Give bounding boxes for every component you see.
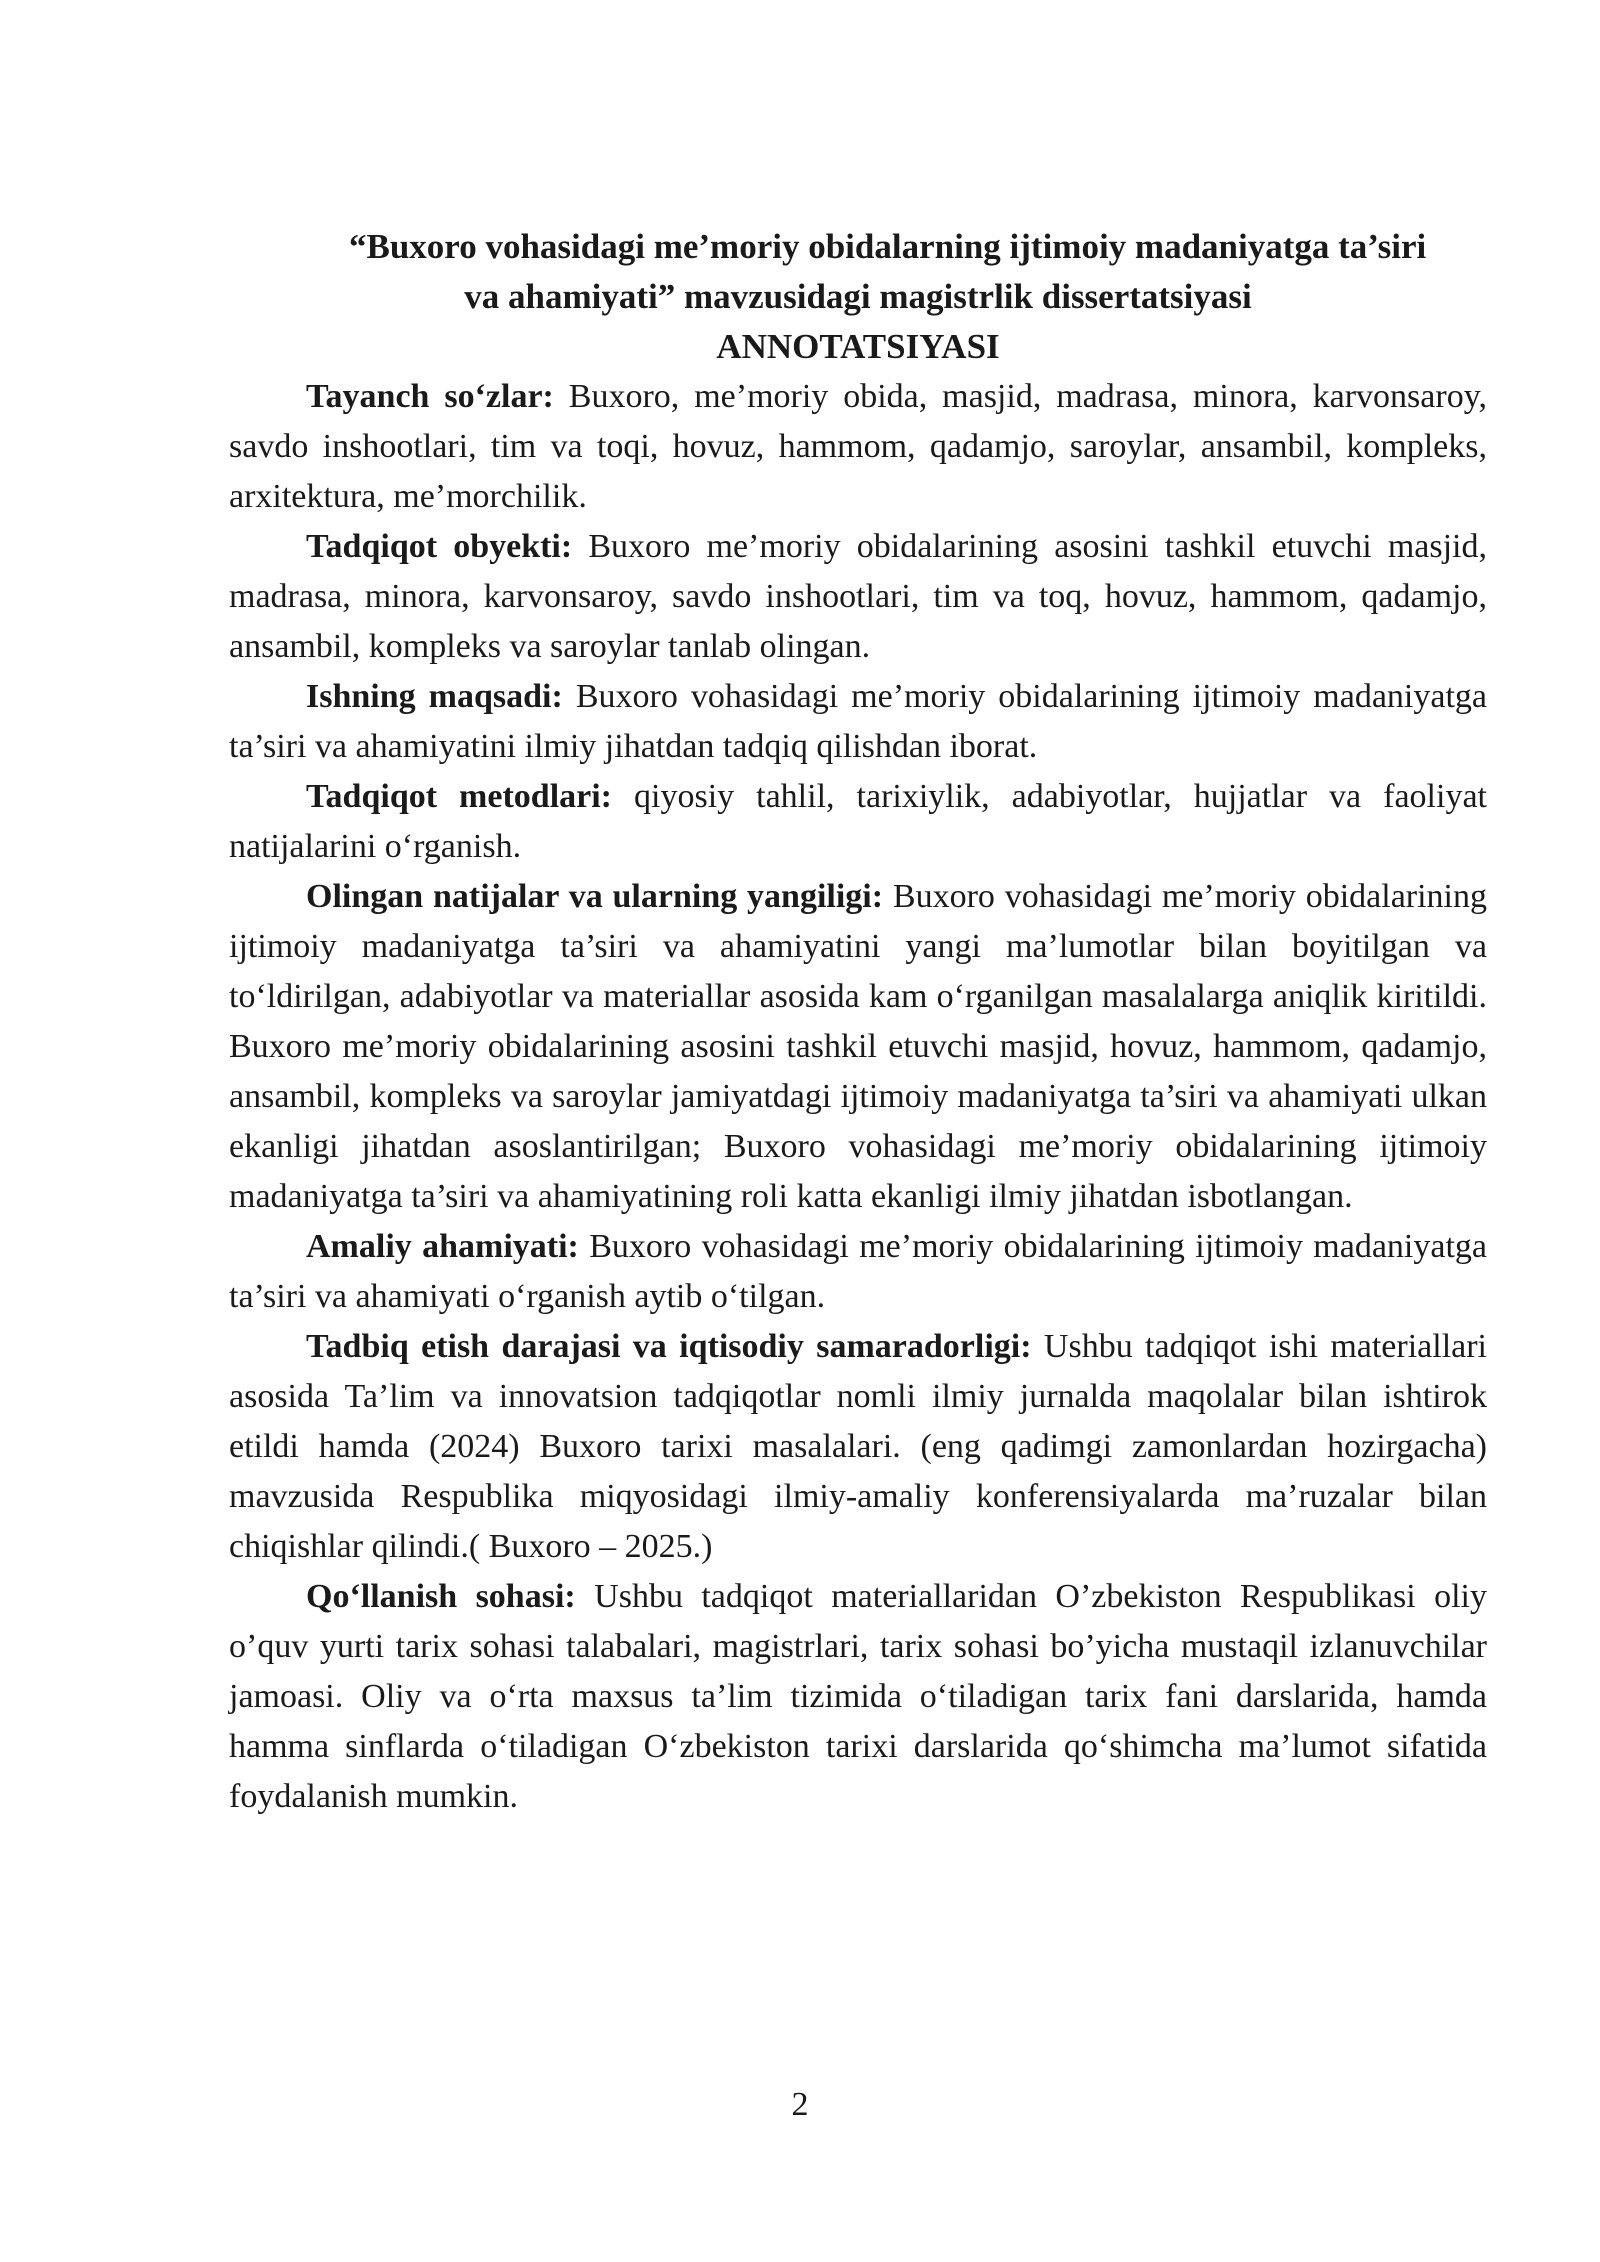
section-text: Buxoro vohasidagi me’moriy obidalarining ijtimoiy madaniyatga ta’siri va ahamiyatini ilmiy jihatdan tadqiq qilishdan iborat. <box>229 678 1487 765</box>
title-line-2: va ahamiyati” mavzusidagi magistrlik dissertatsiyasi <box>464 277 1252 316</box>
section-text: Buxoro me’moriy obidalarining asosini tashkil etuvchi masjid, madrasa, minora, karvonsaroy, savdo inshootlari, tim va toq, hovuz, hammom, qadamjo, ansambil, kompleks va saroylar tanlab olingan. <box>229 528 1487 665</box>
title-line-3: ANNOTATSIYASI <box>716 327 1000 366</box>
section-purpose <box>229 672 1487 772</box>
section-label: Amaliy ahamiyati: <box>306 1228 579 1265</box>
section-label: Tayanch so‘zlar: <box>306 378 554 415</box>
section-implementation <box>229 1322 1487 1572</box>
title-line-1: “Buxoro vohasidagi me’moriy obidalarning ijtimoiy madaniyatga ta’siri <box>349 227 1427 266</box>
section-text: Buxoro vohasidagi me’moriy obidalarining ijtimoiy madaniyatga ta’siri va ahamiyatini yangi ma’lumotlar bilan boyitilgan va to‘ldirilgan, adabiyotlar va materiallar asosida kam o‘rganilgan masalalarga aniqlik kiritildi. Buxoro me’moriy obidalarining asosini tashkil etuvchi masjid, hovuz, hammom, qadamjo, ansambil, kompleks va saroylar jamiyatdagi ijtimoiy madaniyatga ta’siri va ahamiyati ulkan ekanligi jihatdan asoslantirilgan; Buxoro vohasidagi me’moriy obidalarining ijtimoiy madaniyatga ta’siri va ahamiyatining roli katta ekanligi ilmiy jihatdan isbotlangan. <box>229 878 1488 1215</box>
section-application-area <box>229 1572 1487 1822</box>
page-number: 2 <box>791 2086 809 2123</box>
section-label: Qo‘llanish sohasi: <box>306 1578 576 1615</box>
section-text: Ushbu tadqiqot ishi materiallari asosida Ta’lim va innovatsion tadqiqotlar nomli ilmiy jurnalda maqolalar bilan ishtirok etildi hamda (2024) Buxoro tarixi masalalari. (eng qadimgi zamonlardan hozirgacha) mavzusida Respublika miqyosidagi ilmiy-amaliy konferensiyalarda ma’ruzalar bilan chiqishlar qilindi.( Buxoro – 2025.) <box>229 1328 1488 1565</box>
section-keywords <box>229 372 1487 522</box>
section-label: Tadbiq etish darajasi va iqtisodiy samaradorligi: <box>306 1328 1032 1365</box>
section-text: Buxoro vohasidagi me’moriy obidalarining ijtimoiy madaniyatga ta’siri va ahamiyati o‘rganish aytib o‘tilgan. <box>229 1228 1487 1315</box>
document-page <box>229 222 1487 1822</box>
section-research-object <box>229 522 1487 672</box>
section-label: Tadqiqot metodlari: <box>306 778 613 815</box>
section-text: Buxoro, me’moriy obida, masjid, madrasa, minora, karvonsaroy, savdo inshootlari, tim va toqi, hovuz, hammom, qadamjo, saroylar, ansambil, kompleks, arxitektura, me’morchilik. <box>229 378 1487 515</box>
section-text: qiyosiy tahlil, tarixiylik, adabiyotlar, hujjatlar va faoliyat natijalarini o‘rganish. <box>229 778 1487 865</box>
document-title <box>229 222 1487 372</box>
section-methods <box>229 772 1487 872</box>
section-results <box>229 872 1487 1222</box>
section-text: Ushbu tadqiqot materiallaridan O’zbekiston Respublikasi oliy o’quv yurti tarix sohasi talabalari, magistrlari, tarix sohasi bo’yicha mustaqil izlanuvchilar jamoasi. Oliy va o‘rta maxsus ta’lim tizimida o‘tiladigan tarix fani darslarida, hamda hamma sinflarda o‘tiladigan O‘zbekiston tarixi darslarida qo‘shimcha ma’lumot sifatida foydalanish mumkin. <box>229 1578 1487 1815</box>
section-practical-value <box>229 1222 1487 1322</box>
section-label: Ishning maqsadi: <box>306 678 563 715</box>
section-label: Olingan natijalar va ularning yangiligi: <box>306 878 884 915</box>
section-label: Tadqiqot obyekti: <box>306 528 573 565</box>
